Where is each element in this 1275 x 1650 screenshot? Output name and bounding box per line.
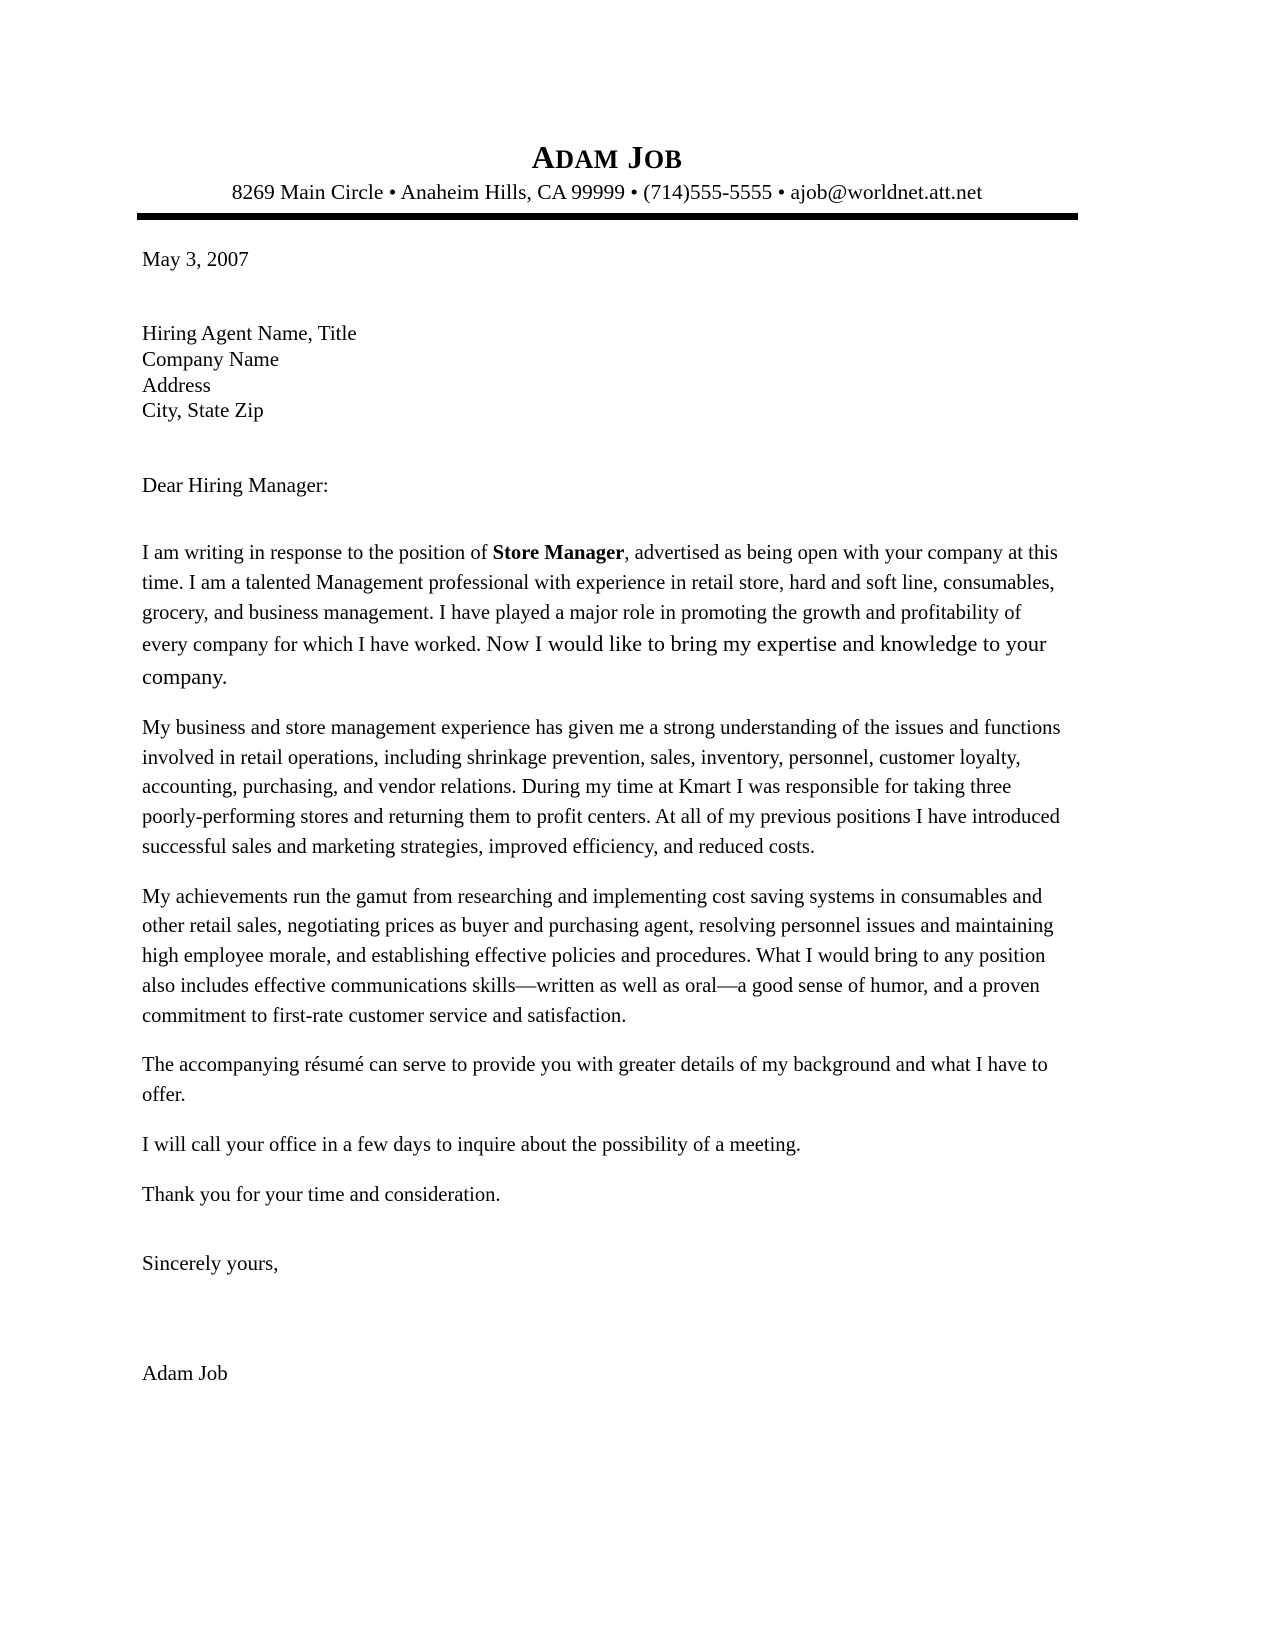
paragraph-3: My achievements run the gamut from researching and implementing cost saving systems in consumables and other retail sales, negotiating prices as buyer and purchasing agent, resolving personnel issues and maintaining high employee morale, and establishing effective policies and procedures. What I would bring to any position also includes effective communications skills—written as well as oral—a good sense of humor, and a proven commitment to first-rate customer service and satisfaction. xyxy=(142,885,1054,1027)
spacer-after-date xyxy=(142,273,1062,321)
spacer-after-salutation xyxy=(142,499,1062,539)
paragraph-1 xyxy=(142,539,1062,694)
spacer-before-closing xyxy=(142,1210,1062,1250)
recipient-line-4: City, State Zip xyxy=(142,398,264,423)
recipient-line-1: Hiring Agent Name, Title xyxy=(142,321,357,346)
paragraph-2: My business and store management experience has given me a strong understanding of the issues and functions involved in retail operations, including shrinkage prevention, sales, inventory, personnel, customer loyalty, accounting, purchasing, and vendor relations. During my time at Kmart I was responsible for taking three poorly-performing stores and returning them to profit centers. At all of my previous positions I have introduced successful sales and marketing strategies, improved efficiency, and reduced costs. xyxy=(142,716,1061,858)
signature-name: Adam Job xyxy=(142,1360,228,1385)
recipient-address xyxy=(142,321,1062,423)
name-last-rest: OB xyxy=(643,145,683,174)
applicant-name xyxy=(137,140,1077,175)
salutation: Dear Hiring Manager: xyxy=(142,472,329,497)
paragraph-1-intro: I am writing in response to the position of xyxy=(142,542,493,565)
paragraph-1-emphasis: Now I would like to bring my expertise and knowledge to your company. xyxy=(142,631,1047,690)
name-first-rest: DAM xyxy=(555,145,619,174)
closing-phrase: Sincerely yours, xyxy=(142,1251,279,1276)
paragraph-5: I will call your office in a few days to inquire about the possibility of a meeting. xyxy=(142,1133,802,1156)
signature-space xyxy=(142,1278,1062,1360)
spacer-after-address xyxy=(142,424,1062,472)
position-title: Store Manager xyxy=(492,542,625,565)
recipient-line-2: Company Name xyxy=(142,346,280,371)
letter-date: May 3, 2007 xyxy=(142,247,249,271)
paragraph-6: Thank you for your time and consideration. xyxy=(142,1183,501,1206)
letterhead-divider xyxy=(137,213,1078,220)
recipient-line-3: Address xyxy=(142,372,211,397)
name-initial-first: A xyxy=(531,139,556,175)
paragraph-1-main: , advertised as being open with your company at this time. I am a talented Management professional with experience in retail store, hard and soft line, consumables, grocery, and business management. I have played a major role in promoting the growth and profitability of every company for which I have worked. xyxy=(142,542,1058,657)
letter-body xyxy=(142,246,1062,1387)
paragraph-4: The accompanying résumé can serve to provide you with greater details of my background and what I have to offer. xyxy=(142,1054,1048,1107)
letterhead xyxy=(137,140,1077,206)
contact-line: 8269 Main Circle • Anaheim Hills, CA 99999 • (714)555-5555 • ajob@worldnet.att.net xyxy=(231,180,983,205)
name-initial-last: J xyxy=(627,139,644,175)
